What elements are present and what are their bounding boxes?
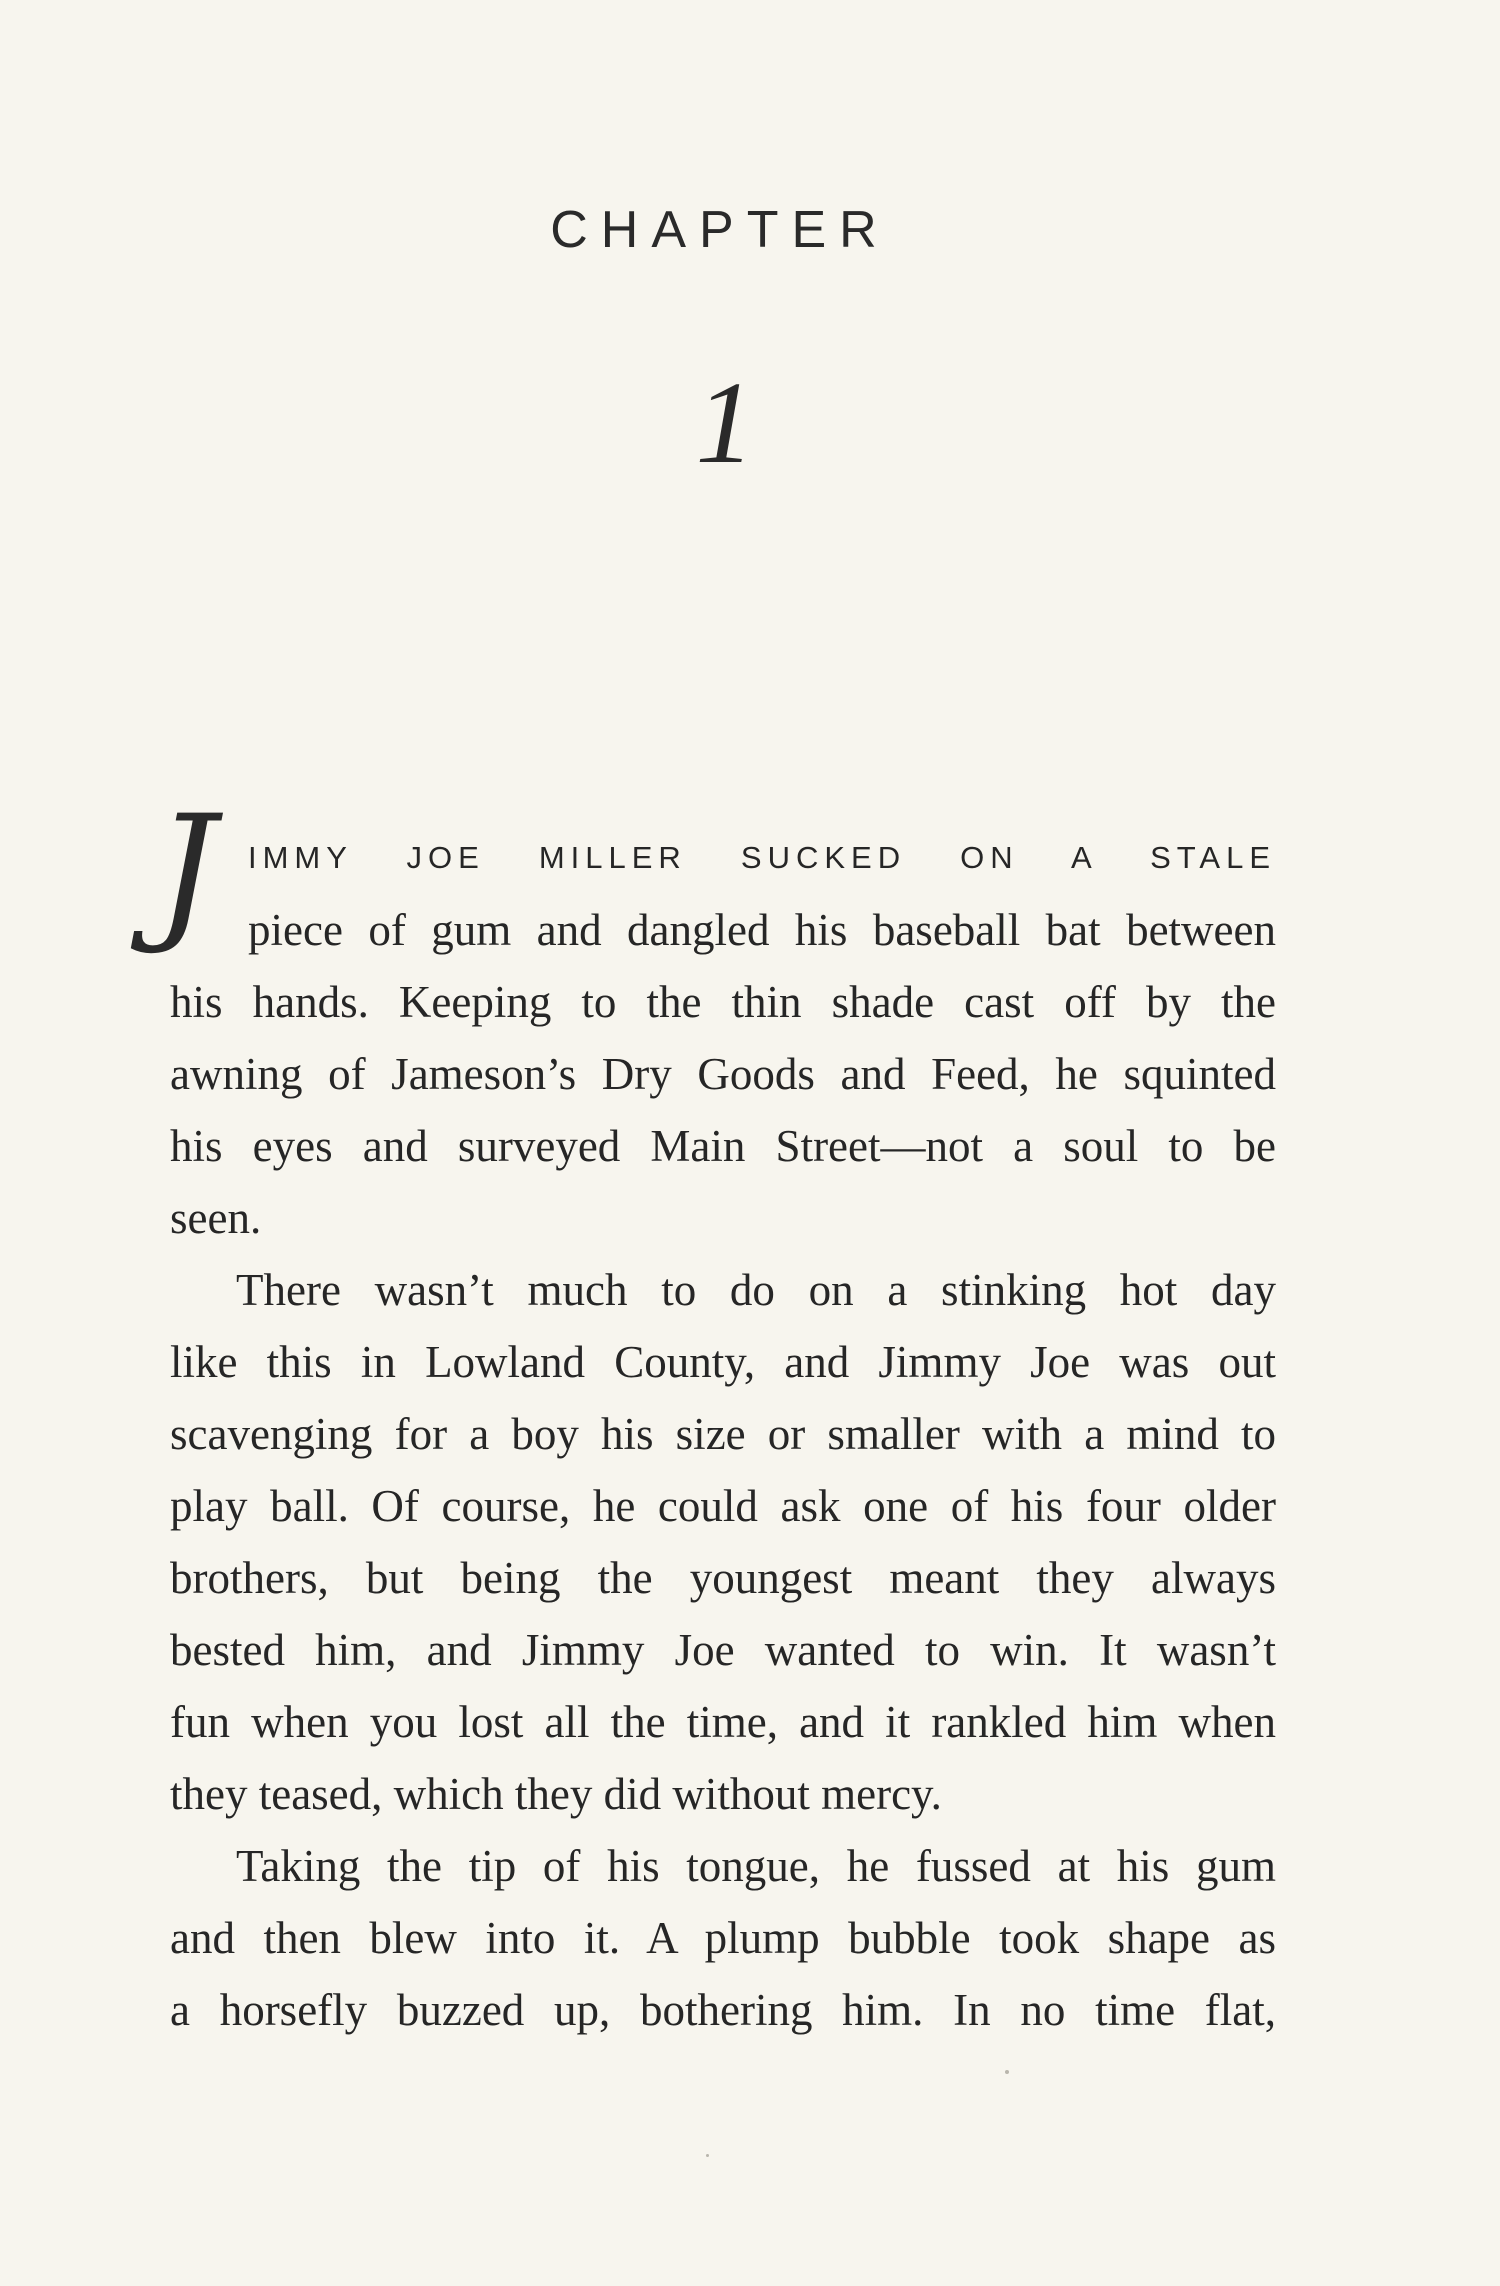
- body-text: [170, 822, 1276, 2046]
- text-line: awning of Jameson’s Dry Goods and Feed, he squinted: [170, 1049, 1276, 1099]
- text-line: play ball. Of course, he could ask one of his four older: [170, 1481, 1276, 1531]
- text-line: his eyes and surveyed Main Street—not a soul to be: [170, 1121, 1276, 1171]
- text-line: IMMY JOE MILLER SUCKED ON A STALE: [248, 840, 1276, 875]
- text-line: brothers, but being the youngest meant they always: [170, 1553, 1276, 1603]
- chapter-number: 1: [695, 357, 755, 488]
- text-line: like this in Lowland County, and Jimmy Joe was out: [170, 1337, 1276, 1387]
- paper-speck: [706, 2154, 709, 2157]
- drop-cap: J: [156, 784, 217, 958]
- text-line: they teased, which they did without mercy.: [170, 1769, 942, 1819]
- text-line: piece of gum and dangled his baseball bat between: [248, 905, 1276, 955]
- text-line: scavenging for a boy his size or smaller with a mind to: [170, 1409, 1276, 1459]
- text-line: his hands. Keeping to the thin shade cast off by the: [170, 977, 1276, 1027]
- text-line: There wasn’t much to do on a stinking hot day: [236, 1265, 1276, 1315]
- text-line: a horsefly buzzed up, bothering him. In no time flat,: [170, 1985, 1276, 2035]
- chapter-label: CHAPTER: [550, 201, 890, 259]
- paper-speck: [1005, 2070, 1009, 2074]
- text-line: fun when you lost all the time, and it rankled him when: [170, 1697, 1276, 1747]
- text-line: and then blew into it. A plump bubble took shape as: [170, 1913, 1276, 1963]
- text-line: bested him, and Jimmy Joe wanted to win. It wasn’t: [170, 1625, 1276, 1675]
- text-line: Taking the tip of his tongue, he fussed at his gum: [236, 1841, 1276, 1891]
- text-line: seen.: [170, 1193, 262, 1243]
